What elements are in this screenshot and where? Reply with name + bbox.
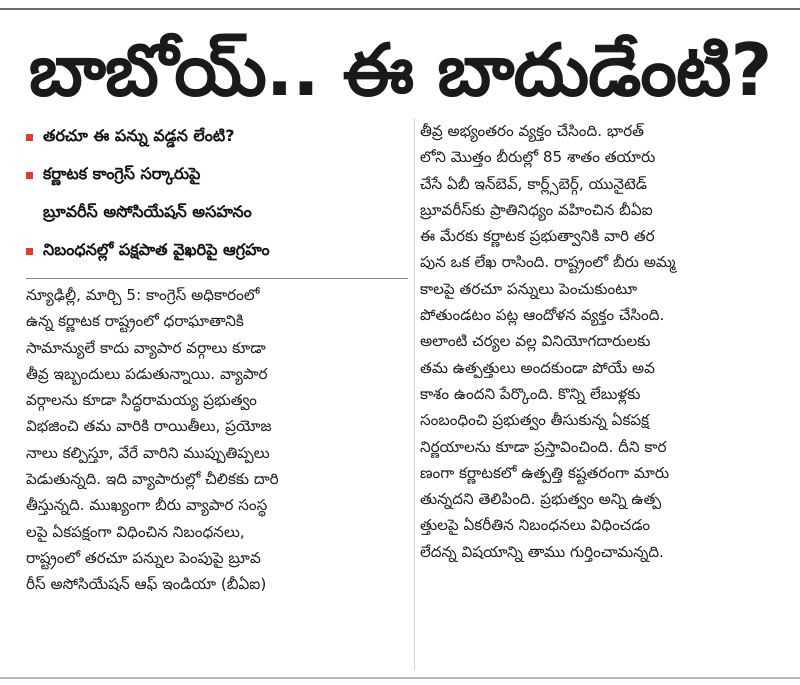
highlight-text: నిబంధనల్లో పక్షపాత వైఖరిపై ఆగ్రహం xyxy=(43,239,270,259)
column-divider xyxy=(414,118,415,670)
article-column-left xyxy=(26,282,410,598)
text-line: న్యూఢిల్లీ, మార్చి 5: కాంగ్రెస్ అధికారంలో xyxy=(26,286,260,304)
text-line: రాష్ట్రంలో తరచూ పన్నుల పెంపుపై బ్రూవ xyxy=(26,548,261,567)
highlight-item-continuation xyxy=(26,194,406,232)
highlight-text: బ్రూవరీస్ అసోసియేషన్ అసహనం xyxy=(43,201,252,221)
text-line: బ్రూవరీస్‌కు ప్రాతినిధ్యం వహించిన బీఏఐ xyxy=(420,200,653,219)
headline: బాబోయ్.. ఈ బాదుడేంటి? xyxy=(28,28,772,112)
text-line: నిర్ణయాలను కూడా ప్రస్తావించింది. దీని కార xyxy=(420,437,667,456)
text-line: లేదన్న విషయాన్ని తాము గుర్తించామన్నది. xyxy=(420,542,664,561)
text-line: లోని మొత్తం బీరుల్లో 85 శాతం తయారు xyxy=(420,148,656,167)
text-line: అలాంటి చర్యల వల్ల వినియోగదారులకు xyxy=(420,332,651,351)
text-line: లపై ఏకపక్షంగా విధించిన నిబంధనలు, xyxy=(26,522,245,541)
red-square-bullet-icon xyxy=(26,134,33,141)
text-line: తీవ్ర అభ్యంతరం వ్యక్తం చేసింది. భారత్ xyxy=(420,122,644,140)
text-line: ఉన్న కర్ణాటక రాష్ట్రంలో ధరాఘాతానికి xyxy=(26,312,244,331)
text-line: నాలు కల్పిస్తూ, వేరే వారిని ముప్పుతిప్పలు xyxy=(26,443,270,462)
highlight-item xyxy=(26,156,406,194)
bottom-rule xyxy=(0,677,800,679)
highlights-divider xyxy=(26,278,408,279)
text-line: ఈ మేరకు కర్ణాటక ప్రభుత్వానికి వారి తర xyxy=(420,227,655,246)
text-line: విభజించి తమ వారికి రాయితీలు, ప్రయోజ xyxy=(26,417,272,436)
text-line: సంబంధించి ప్రభుత్వం తీసుకున్న ఏకపక్ష xyxy=(420,411,650,430)
text-line: తీస్తున్నది. ముఖ్యంగా బీరు వ్యాపార సంస్థ xyxy=(26,496,268,515)
highlight-text: తరచూ ఈ పన్ను వడ్డన లేంటి? xyxy=(43,125,235,145)
highlight-item xyxy=(26,232,406,270)
text-line: పున ఒక లేఖ రాసింది. రాష్ట్రంలో బీరు అమ్మ xyxy=(420,253,676,272)
text-line: త్తులపై ఏకరీతిన నిబంధనలు విధించడం xyxy=(420,516,651,535)
red-square-bullet-icon xyxy=(26,172,33,179)
text-line: వర్గాలను కూడా సిద్ధరామయ్య ప్రభుత్వం xyxy=(26,391,257,410)
highlight-text: కర్ణాటక కాంగ్రెస్ సర్కారుపై xyxy=(43,163,201,183)
top-rule xyxy=(0,8,800,10)
text-line: తీవ్ర ఇబ్బందులు పడుతున్నాయి. వ్యాపార xyxy=(26,364,268,383)
highlights-box xyxy=(26,118,406,270)
text-line: పోతుండటం పట్ల ఆందోళన వ్యక్తం చేసింది. xyxy=(420,306,665,325)
text-line: తమ ఉత్పత్తులు అందకుండా పోయే అవ xyxy=(420,358,655,377)
text-line: చేసే ఏబీ ఇన్‌బెవ్, కార్ల్స్‌బెర్గ్, యునైటెడ్ xyxy=(420,174,647,193)
article-column-right xyxy=(420,118,774,565)
text-line: కాశం ఉందని పేర్కొంది. కొన్ని లేబుళ్లకు xyxy=(420,384,641,403)
red-square-bullet-icon xyxy=(26,248,33,255)
text-line: పెడుతున్నది. ఇది వ్యాపారుల్లో చీలికకు దారి xyxy=(26,470,279,489)
text-line: కాలపై తరచూ పన్నులు పెంచుకుంటూ xyxy=(420,279,638,298)
text-line: ణంగా కర్ణాటకలో ఉత్పత్తి కష్టతరంగా మారు xyxy=(420,463,670,482)
text-line: సామాన్యులే కాదు వ్యాపార వర్గాలు కూడా xyxy=(26,338,266,357)
text-line: రీస్ అసోసియేషన్ ఆఫ్ ఇండియా (బీఏఐ) xyxy=(26,575,267,594)
text-line: తున్నదని తెలిపింది. ప్రభుత్వం అన్ని ఉత్ప xyxy=(420,490,662,509)
highlight-item xyxy=(26,118,406,156)
